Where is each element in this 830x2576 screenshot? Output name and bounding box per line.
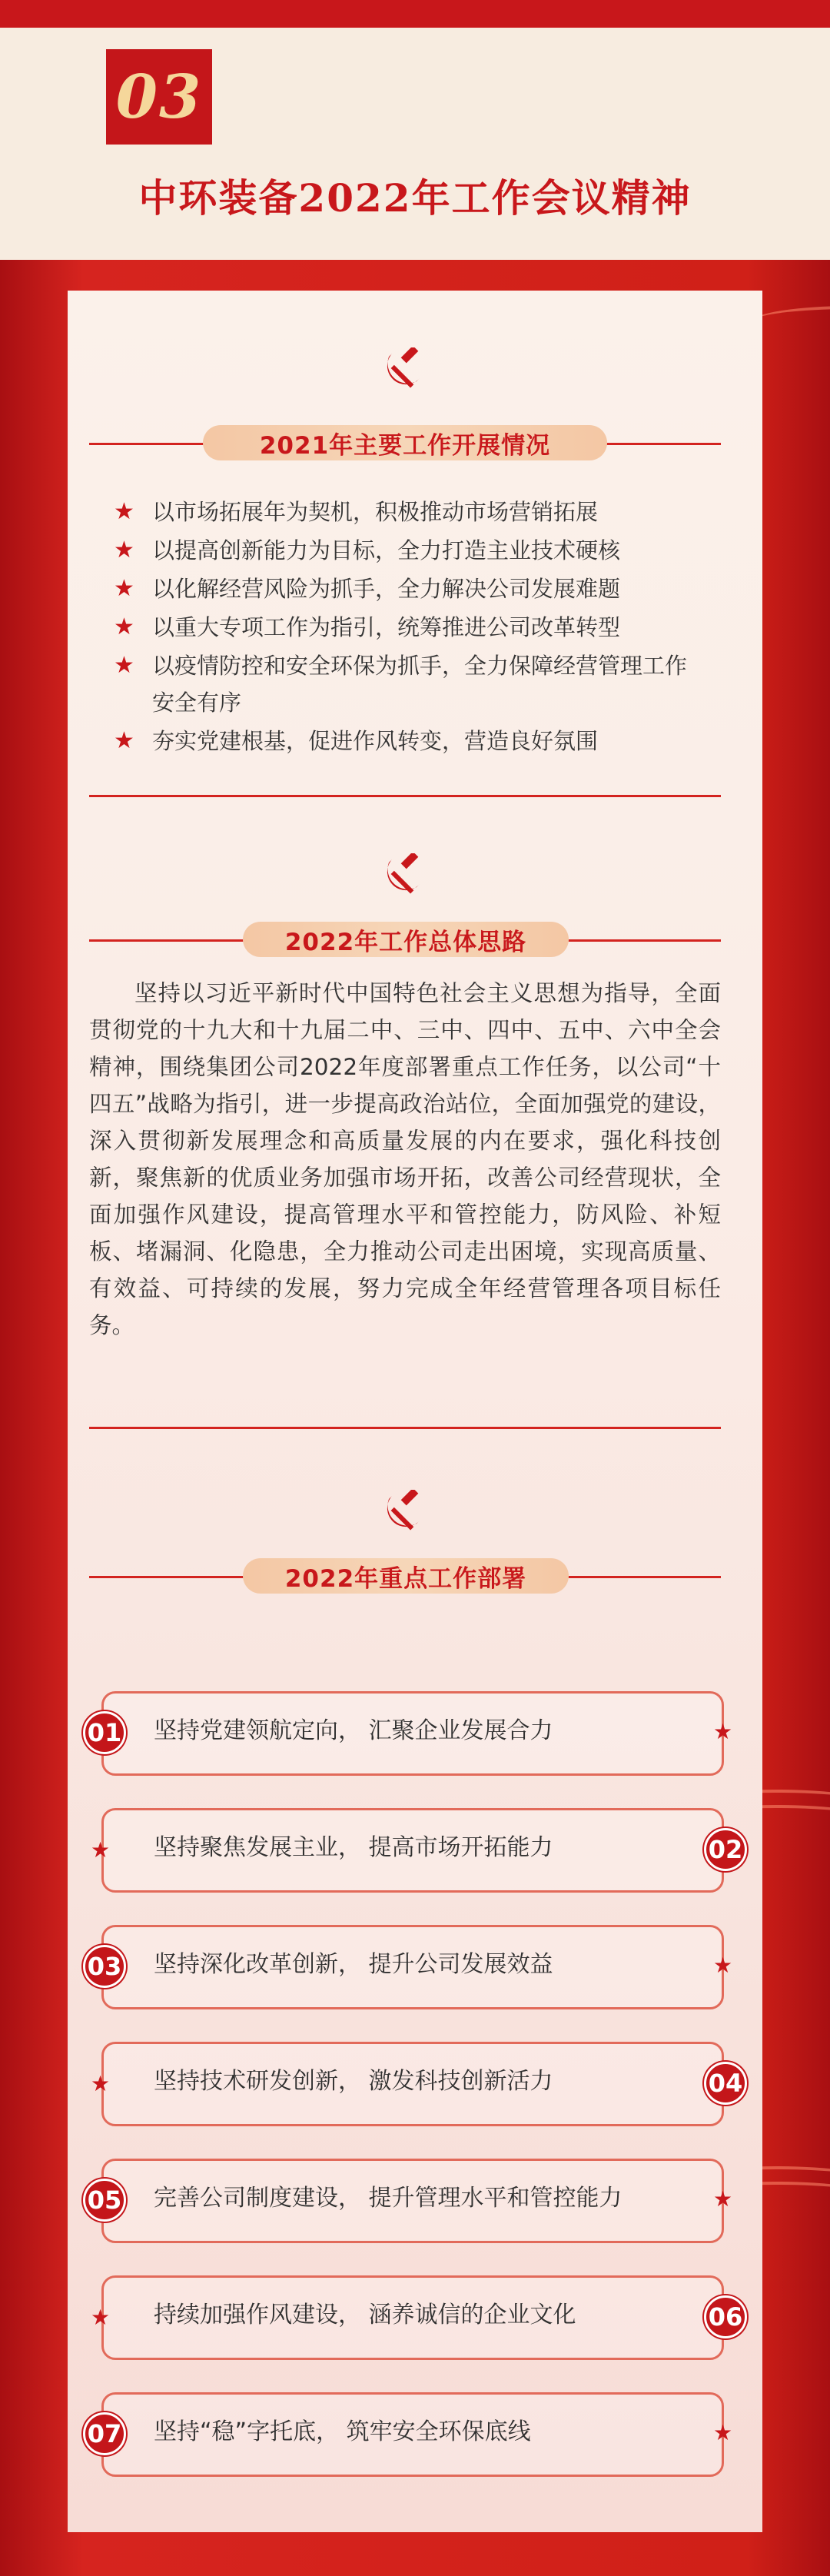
number-badge: 01 xyxy=(83,1711,126,1754)
section-number-badge: 03 xyxy=(106,49,212,145)
wave-decoration xyxy=(753,306,830,337)
list-item: ★ 以重大专项工作为指引，统筹推进公司改革转型 xyxy=(114,609,698,646)
star-icon: ★ xyxy=(114,613,134,640)
divider xyxy=(89,795,721,797)
hammer-sickle-icon xyxy=(384,1490,426,1531)
page-title: 中环装备2022年工作会议精神 xyxy=(138,175,692,221)
hammer-sickle-icon xyxy=(384,347,426,389)
number-badge: 03 xyxy=(83,1945,126,1988)
star-icon: ★ xyxy=(713,1953,733,1978)
number-badge: 04 xyxy=(704,2062,747,2105)
number-badge: 05 xyxy=(83,2179,126,2222)
focus-text: 坚持技术研发创新， 激发科技创新活力 xyxy=(154,2068,553,2095)
focus-text: 坚持深化改革创新， 提升公司发展效益 xyxy=(154,1951,553,1978)
star-icon: ★ xyxy=(713,2186,733,2212)
focus-text: 坚持党建领航定向， 汇聚企业发展合力 xyxy=(154,1717,553,1744)
star-icon: ★ xyxy=(114,575,134,602)
list-item: ★ 以提高创新能力为目标，全力打造主业技术硬核 xyxy=(114,532,698,569)
number-badge: 07 xyxy=(83,2412,126,2455)
focus-text: 坚持“稳”字托底， 筑牢安全环保底线 xyxy=(154,2418,531,2445)
star-icon: ★ xyxy=(114,652,134,679)
focus-text: 坚持聚焦发展主业， 提高市场开拓能力 xyxy=(154,1834,553,1861)
star-icon: ★ xyxy=(713,1719,733,1744)
focus-text: 持续加强作风建设， 涵养诚信的企业文化 xyxy=(154,2302,576,2328)
number-badge: 02 xyxy=(704,1828,747,1871)
star-icon: ★ xyxy=(114,727,134,754)
star-icon: ★ xyxy=(91,2305,111,2330)
section-title-2022-overview: 2022年工作总体思路 xyxy=(243,922,569,957)
section-title-2021: 2021年主要工作开展情况 xyxy=(203,425,607,460)
list-item: ★ 以化解经营风险为抓手，全力解决公司发展难题 xyxy=(114,570,698,607)
overview-paragraph: 坚持以习近平新时代中国特色社会主义思想为指导，全面贯彻党的十九大和十九届二中、三中、四中、五中、六中全会精神，围绕集团公司2022年度部署重点工作任务，以公司“十四五”战略为指引，进一步提高政治站位，全面加强党的建设，深入贯彻新发展理念和高质量发展的内在要求，强化科技创新，聚焦新的优质业务加强市场开拓，改善公司经营现状，全面加强作风建设，提高管理水平和管控能力，防风险、补短板、堵漏洞、化隐患，全力推动公司走出困境，实现高质量、有效益、可持续的发展，努力完成全年经营管理各项目标任务。 xyxy=(89,980,721,1338)
header xyxy=(0,0,830,260)
star-icon: ★ xyxy=(114,498,134,525)
bullet-list-2021 xyxy=(114,494,698,761)
list-item: ★ 以疫情防控和安全环保为抓手，全力保障经营管理工作安全有序 xyxy=(114,647,698,721)
focus-text: 完善公司制度建设， 提升管理水平和管控能力 xyxy=(154,2185,622,2212)
list-item: ★ 以市场拓展年为契机，积极推动市场营销拓展 xyxy=(114,494,698,530)
star-icon: ★ xyxy=(91,2071,111,2096)
divider xyxy=(89,1427,721,1429)
section-title-2022-focus: 2022年重点工作部署 xyxy=(243,1558,569,1594)
list-item: ★ 夯实党建根基，促进作风转变，营造良好氛围 xyxy=(114,723,698,760)
number-badge: 06 xyxy=(704,2295,747,2338)
star-icon: ★ xyxy=(114,537,134,563)
star-icon: ★ xyxy=(713,2420,733,2445)
hammer-sickle-icon xyxy=(384,853,426,895)
star-icon: ★ xyxy=(91,1837,111,1863)
